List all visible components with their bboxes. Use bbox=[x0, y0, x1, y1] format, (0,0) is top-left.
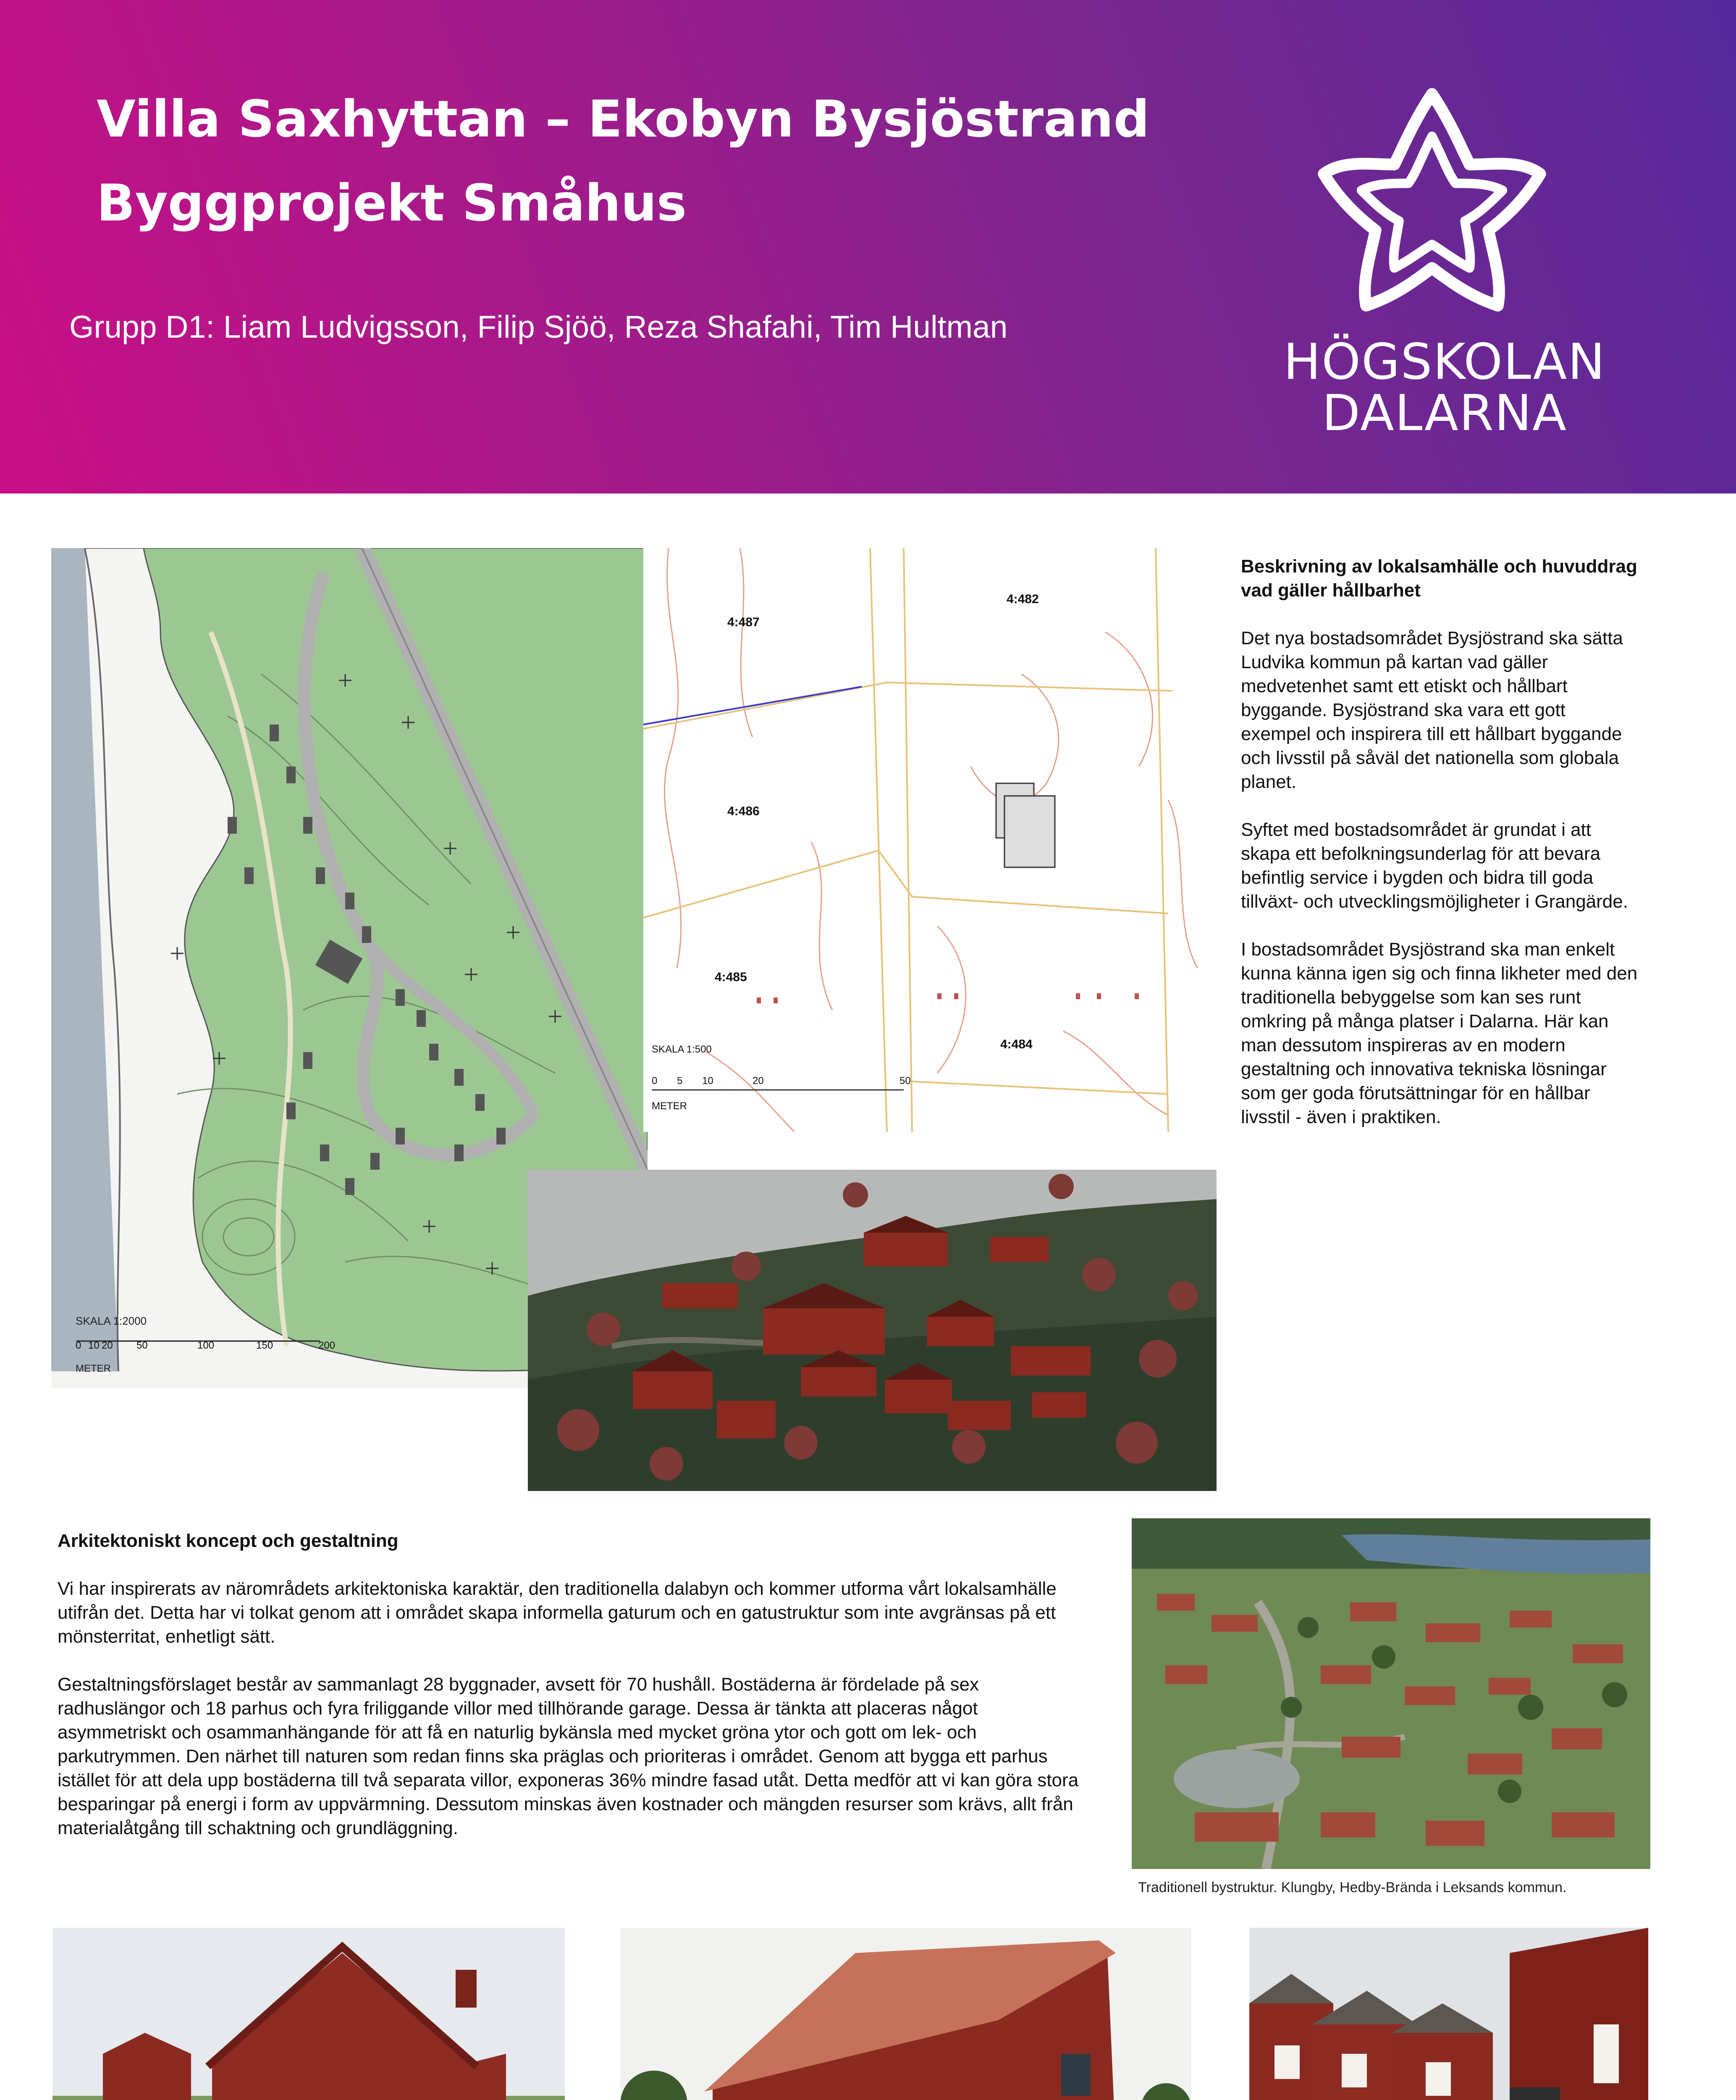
plot-tick: 50 bbox=[899, 1075, 911, 1087]
site-tick: 50 bbox=[136, 1340, 148, 1351]
site-tick: 100 bbox=[197, 1340, 215, 1351]
village-3d-render bbox=[528, 1170, 1217, 1491]
authors: Grupp D1: Liam Ludvigsson, Filip Sjöö, Reza Shafahi, Tim Hultman bbox=[69, 309, 1008, 344]
hogskolan-star-logo-icon bbox=[1314, 80, 1550, 315]
hogskolan-dalarna-logo bbox=[1260, 333, 1629, 442]
description-paragraph: I bostadsområdet Bysjöstrand ska man enkelt kunna känna igen sig och finna likheter med den traditionella bebyggelse som kan ses runt omkring på många platser i Dalarna. Här kan man dessutom inspireras av en modern gestaltning och innovativa tekniska lösningar som ger goda förutsättningar för en hållbar livsstil - även i praktiken. bbox=[1241, 939, 1638, 1127]
plot-tick: 0 bbox=[652, 1075, 658, 1087]
plot-tick: 20 bbox=[753, 1075, 764, 1087]
site-plan-unit: METER bbox=[76, 1363, 111, 1374]
aerial-caption: Traditionell bystruktur. Klungby, Hedby-Brända i Leksands kommun. bbox=[1138, 1880, 1567, 1895]
site-tick: 10 bbox=[88, 1340, 100, 1351]
plot-label: 4:486 bbox=[727, 804, 760, 818]
description-block bbox=[1241, 554, 1640, 1153]
concept-heading: Arkitektoniskt koncept och gestaltning bbox=[58, 1530, 399, 1551]
villa-vallmo-photo bbox=[52, 1928, 565, 2100]
varbergshus-photo bbox=[620, 1928, 1191, 2100]
page-title: Villa Saxhyttan – Ekobyn Bysjöstrand bbox=[97, 90, 1150, 149]
plot-scale: SKALA 1:500 bbox=[652, 1044, 712, 1055]
plot-label: 4:487 bbox=[727, 615, 760, 629]
concept-paragraph: Gestaltningsförslaget består av sammanlagt 28 byggnader, avsett för 70 hushåll. Bostäderna är fördelade på sex radhuslängor och 18 parhus och fyra friliggande villor med tillhörande garage. Dessa är tänkta att placeras något asymmetriskt och osammanhängande för att få en naturlig bykänsla med mycket gröna ytor och gott om lek- och parkutrymmen. Den närhet till naturen som redan finns ska präglas och prioriteras i området. Genom att bygga ett parhus istället för att dela upp bostäderna till två separata villor, exponeras 36% mindre fasad utåt. Detta medför att vi kan göra stora besparingar på energi i form av uppvärmning. Dessutom minskas även kostnader och mängden resurser som krävs, allt från materialåtgång till schaktning och grundläggning. bbox=[58, 1674, 1079, 1838]
plot-ticks bbox=[652, 1075, 912, 1088]
description-heading: Beskrivning av lokalsamhälle och huvuddrag vad gäller hållbarhet bbox=[1241, 556, 1637, 601]
site-tick: 20 bbox=[102, 1340, 113, 1351]
description-paragraph: Det nya bostadsområdet Bysjöstrand ska sätta Ludvika kommun på kartan vad gäller medvetenhet samt ett etiskt och hållbart byggande. Bysjöstrand ska vara ett gott exempel och inspirera till ett hållbart byggande och livsstil på såväl det nationella som globala planet. bbox=[1241, 628, 1623, 792]
concept-paragraph: Vi har inspirerats av närområdets arkitektoniska karaktär, den traditionella dalabyn och kommer utforma vårt lokalsamhälle utifrån det. Detta har vi tolkat genom att i området skapa informella gaturum och en gatustruktur som inte avgränsas på ett mönsterritat, enhetligt sätt. bbox=[58, 1578, 1057, 1647]
logo-line1: HÖGSKOLAN bbox=[1283, 333, 1606, 391]
plot-label: 4:484 bbox=[1000, 1037, 1033, 1051]
plot-label: 4:485 bbox=[715, 970, 747, 984]
plot-label: 4:482 bbox=[1007, 592, 1039, 606]
concept-block bbox=[58, 1529, 1091, 1864]
site-tick: 150 bbox=[256, 1340, 273, 1351]
plot-map bbox=[643, 548, 1223, 1132]
site-tick: 0 bbox=[76, 1340, 81, 1351]
plot-tick: 10 bbox=[702, 1075, 713, 1087]
aerial-photo bbox=[1132, 1518, 1650, 1869]
page-subtitle: Byggprojekt Småhus bbox=[97, 174, 687, 233]
elsborg-photo bbox=[1249, 1928, 1648, 2100]
plot-unit: METER bbox=[652, 1100, 687, 1112]
site-plan-scale: SKALA 1:2000 bbox=[76, 1315, 147, 1327]
logo-line2: DALARNA bbox=[1322, 384, 1567, 442]
description-paragraph: Syftet med bostadsområdet är grundat i att skapa ett befolkningsunderlag för att bevara befintlig service i bygden och bidra till goda tillväxt- och utvecklingsmöjligheter i Grangärde. bbox=[1241, 819, 1628, 912]
plot-tick: 5 bbox=[677, 1075, 683, 1087]
site-tick: 200 bbox=[318, 1340, 336, 1351]
site-plan-ticks bbox=[76, 1340, 344, 1357]
